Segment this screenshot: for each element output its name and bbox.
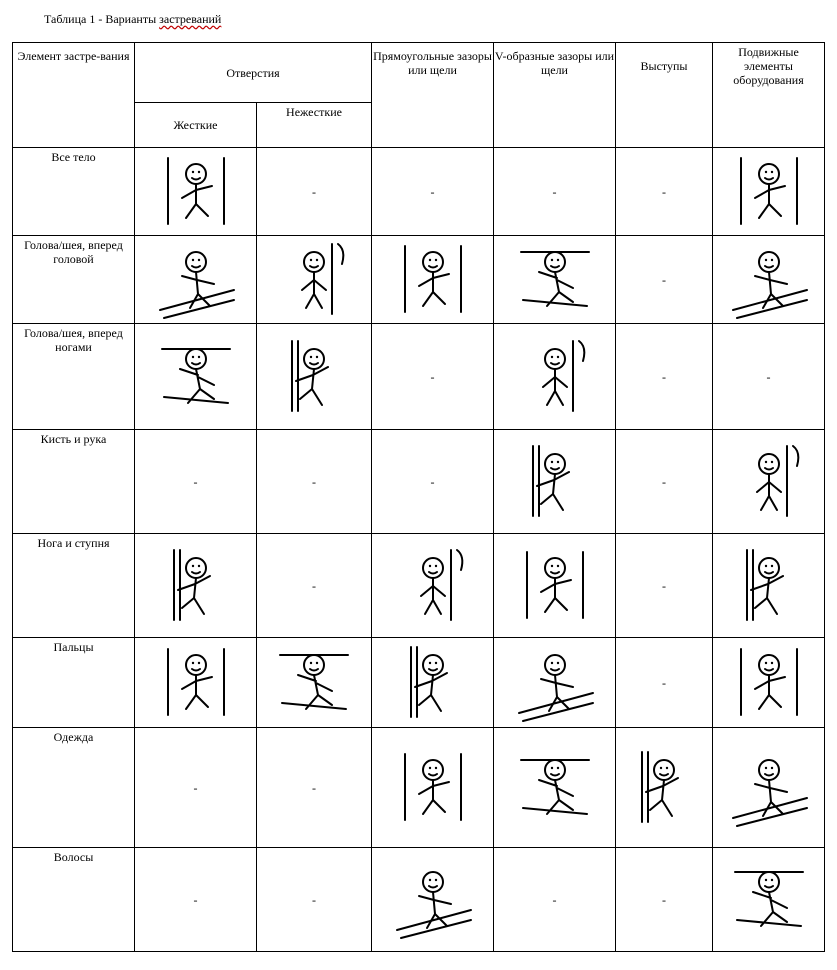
cell-rect-gaps: [372, 236, 494, 324]
empty-dash: -: [193, 780, 198, 795]
cell-moving: [713, 236, 825, 324]
table-row: [13, 324, 825, 430]
table-row: [13, 236, 825, 324]
table-caption: Таблица 1 - Варианты застреваний: [44, 12, 222, 26]
entrapment-illustration: [372, 546, 493, 626]
cell-nonrigid: [257, 848, 372, 952]
header-rigid: Жесткие: [135, 103, 257, 148]
cell-rigid: [135, 324, 257, 430]
entrapment-illustration: [494, 546, 615, 626]
cell-rigid: [135, 848, 257, 952]
empty-dash: -: [766, 369, 771, 384]
cell-rigid: [135, 534, 257, 638]
table-row: [13, 848, 825, 952]
cell-v-gaps: [494, 848, 616, 952]
cell-v-gaps: [494, 236, 616, 324]
cell-protrusions: [616, 324, 713, 430]
entrapment-illustration: [372, 748, 493, 828]
cell-nonrigid: [257, 236, 372, 324]
empty-dash: -: [430, 184, 435, 199]
cell-nonrigid: [257, 638, 372, 728]
entrapment-illustration: [713, 152, 824, 232]
entrapment-illustration: [494, 748, 615, 828]
entrapment-illustration: [713, 442, 824, 522]
empty-dash: -: [662, 578, 666, 593]
cell-v-gaps: [494, 148, 616, 236]
cell-v-gaps: [494, 534, 616, 638]
empty-dash: -: [430, 369, 435, 384]
cell-v-gaps: [494, 638, 616, 728]
empty-dash: -: [662, 184, 666, 199]
cell-nonrigid: [257, 728, 372, 848]
entrapment-illustration: [494, 337, 615, 417]
entrapment-illustration: [257, 337, 371, 417]
entrapment-illustration: [135, 240, 256, 320]
empty-dash: -: [312, 578, 316, 593]
entrapment-illustration: [135, 152, 256, 232]
empty-dash: -: [312, 780, 316, 795]
row-label: Все тело: [13, 148, 135, 236]
entrapment-illustration: [713, 240, 824, 320]
header-nonrigid: Нежесткие: [257, 103, 372, 148]
entrapment-illustration: [494, 643, 615, 723]
empty-dash: -: [552, 184, 557, 199]
entrapment-illustration: [135, 546, 256, 626]
cell-protrusions: [616, 148, 713, 236]
empty-dash: -: [662, 272, 666, 287]
empty-dash: -: [662, 474, 666, 489]
table-row: [13, 430, 825, 534]
table-row: [13, 534, 825, 638]
cell-v-gaps: [494, 728, 616, 848]
entrapment-table: [12, 42, 825, 952]
entrapment-illustration: [135, 337, 256, 417]
row-label: Волосы: [13, 848, 135, 952]
table-row: [13, 148, 825, 236]
empty-dash: -: [312, 184, 316, 199]
row-label: Одежда: [13, 728, 135, 848]
cell-nonrigid: [257, 534, 372, 638]
cell-protrusions: [616, 848, 713, 952]
header-protrusions: Выступы: [616, 43, 713, 148]
row-label: Пальцы: [13, 638, 135, 728]
row-label: Нога и ступня: [13, 534, 135, 638]
cell-rigid: [135, 430, 257, 534]
entrapment-illustration: [372, 860, 493, 940]
cell-moving: [713, 148, 825, 236]
empty-dash: -: [312, 474, 316, 489]
cell-moving: [713, 728, 825, 848]
cell-moving: [713, 324, 825, 430]
cell-nonrigid: [257, 324, 372, 430]
cell-rigid: [135, 728, 257, 848]
table-row: [13, 638, 825, 728]
cell-rect-gaps: [372, 728, 494, 848]
entrapment-illustration: [713, 860, 824, 940]
empty-dash: -: [312, 892, 316, 907]
entrapment-illustration: [135, 643, 256, 723]
header-v-gaps: V-образные зазоры или щели: [494, 43, 616, 148]
cell-protrusions: [616, 534, 713, 638]
cell-protrusions: [616, 236, 713, 324]
entrapment-illustration: [372, 240, 493, 320]
empty-dash: -: [193, 892, 198, 907]
cell-protrusions: [616, 728, 713, 848]
cell-moving: [713, 534, 825, 638]
cell-protrusions: [616, 638, 713, 728]
header-moving: Подвижные элементы оборудования: [713, 43, 825, 148]
cell-moving: [713, 848, 825, 952]
cell-rect-gaps: [372, 324, 494, 430]
cell-v-gaps: [494, 430, 616, 534]
cell-rect-gaps: [372, 430, 494, 534]
cell-protrusions: [616, 430, 713, 534]
empty-dash: -: [662, 369, 666, 384]
header-element: Элемент застре-вания: [13, 43, 135, 148]
cell-v-gaps: [494, 324, 616, 430]
entrapment-illustration: [494, 442, 615, 522]
row-label: Кисть и рука: [13, 430, 135, 534]
cell-moving: [713, 638, 825, 728]
cell-rigid: [135, 236, 257, 324]
cell-rect-gaps: [372, 148, 494, 236]
entrapment-illustration: [713, 546, 824, 626]
entrapment-illustration: [713, 643, 824, 723]
cell-rigid: [135, 638, 257, 728]
entrapment-illustration: [257, 240, 371, 320]
table-row: [13, 728, 825, 848]
entrapment-illustration: [616, 748, 712, 828]
cell-moving: [713, 430, 825, 534]
header-rect-gaps: Прямоугольные зазоры или щели: [372, 43, 494, 148]
header-openings: Отверстия: [135, 43, 372, 103]
row-label: Голова/шея, вперед ногами: [13, 324, 135, 430]
cell-rigid: [135, 148, 257, 236]
cell-rect-gaps: [372, 534, 494, 638]
empty-dash: -: [193, 474, 198, 489]
entrapment-illustration: [713, 748, 824, 828]
empty-dash: -: [430, 474, 435, 489]
cell-nonrigid: [257, 148, 372, 236]
entrapment-illustration: [372, 643, 493, 723]
empty-dash: -: [552, 892, 557, 907]
entrapment-illustration: [257, 643, 371, 723]
entrapment-illustration: [494, 240, 615, 320]
cell-nonrigid: [257, 430, 372, 534]
row-label: Голова/шея, вперед головой: [13, 236, 135, 324]
cell-rect-gaps: [372, 638, 494, 728]
empty-dash: -: [662, 675, 666, 690]
empty-dash: -: [662, 892, 666, 907]
cell-rect-gaps: [372, 848, 494, 952]
